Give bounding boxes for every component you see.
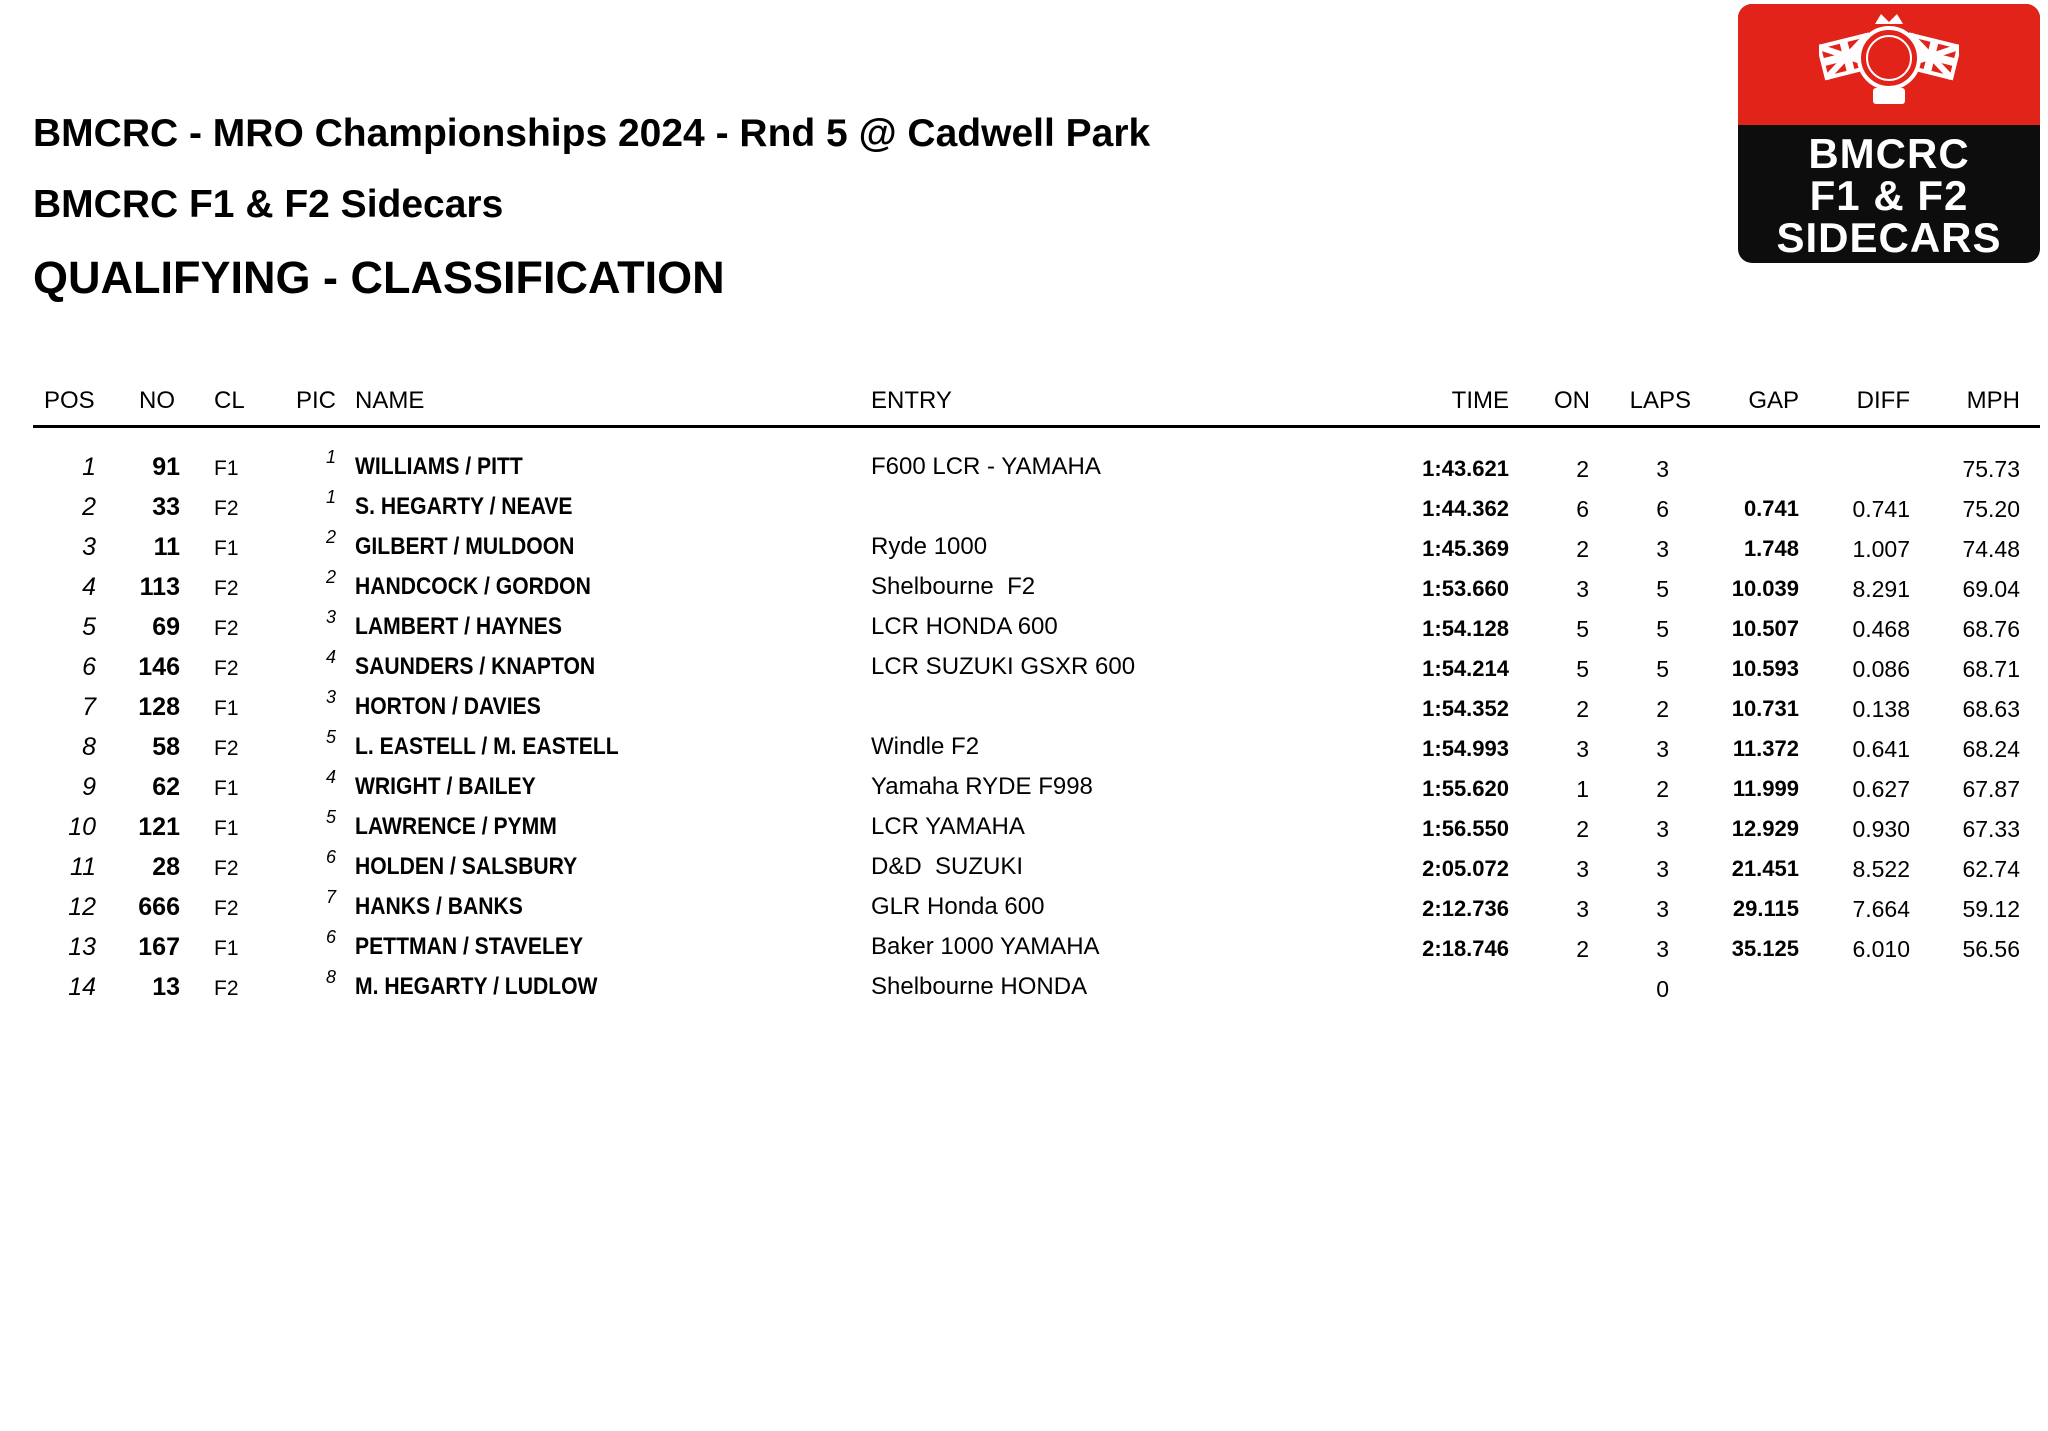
diff-cell: 0.641	[1852, 736, 1910, 762]
cl-cell: F2	[214, 977, 239, 1000]
laps-cell: 5	[1656, 576, 1669, 602]
gap-cell: 29.115	[1732, 896, 1799, 921]
no-cell: 58	[152, 733, 180, 761]
entry-cell: Ryde 1000	[871, 533, 988, 560]
on-cell: 5	[1576, 616, 1589, 642]
header-divider	[33, 425, 2040, 428]
on-cell: 2	[1576, 936, 1589, 962]
on-cell: 3	[1576, 896, 1589, 922]
no-cell: 121	[138, 813, 180, 841]
mph-cell: 67.33	[1962, 816, 2020, 842]
name-cell: L. EASTELL / M. EASTELL	[355, 733, 619, 760]
gap-cell: 21.451	[1731, 856, 1799, 881]
no-cell: 62	[152, 773, 180, 801]
time-cell: 1:55.620	[1422, 776, 1509, 801]
on-cell: 1	[1576, 776, 1589, 802]
diff-cell: 0.468	[1852, 616, 1910, 642]
pos-cell: 12	[68, 893, 96, 921]
col-header-name: NAME	[355, 387, 425, 414]
mph-cell: 67.87	[1962, 776, 2020, 802]
logo-text-line1: BMCRC	[1808, 130, 1970, 177]
diff-cell: 8.522	[1852, 856, 1910, 882]
laps-cell: 5	[1656, 656, 1669, 682]
pos-cell: 4	[82, 573, 96, 601]
col-header-pos: POS	[44, 387, 95, 414]
col-header-mph: MPH	[1966, 387, 2020, 414]
entry-cell: Shelbourne F2	[871, 573, 1036, 600]
gap-cell: 35.125	[1731, 936, 1799, 961]
cl-cell: F2	[214, 577, 239, 600]
mph-cell: 59.12	[1962, 896, 2020, 922]
table-row	[0, 685, 2048, 725]
time-cell: 1:44.362	[1422, 496, 1509, 521]
laps-cell: 2	[1656, 776, 1669, 802]
pos-cell: 11	[70, 853, 96, 881]
table-row	[0, 885, 2048, 925]
cl-cell: F2	[214, 617, 239, 640]
entry-cell: Shelbourne HONDA	[871, 973, 1088, 1000]
time-cell: 1:45.369	[1422, 536, 1509, 561]
laps-cell: 3	[1656, 536, 1669, 562]
col-header-time: TIME	[1451, 387, 1509, 414]
name-cell: HORTON / DAVIES	[355, 693, 541, 720]
name-cell: HOLDEN / SALSBURY	[355, 853, 578, 880]
diff-cell: 0.741	[1852, 496, 1910, 522]
name-cell: LAWRENCE / PYMM	[355, 813, 557, 840]
mph-cell: 62.74	[1962, 856, 2020, 882]
session-title: QUALIFYING - CLASSIFICATION	[33, 252, 725, 303]
entry-cell: LCR SUZUKI GSXR 600	[871, 653, 1136, 680]
on-cell: 3	[1576, 856, 1589, 882]
entry-cell: GLR Honda 600	[871, 893, 1045, 920]
name-cell: S. HEGARTY / NEAVE	[355, 493, 573, 520]
mph-cell: 68.63	[1962, 696, 2020, 722]
no-cell: 167	[138, 933, 180, 961]
gap-cell: 10.593	[1731, 656, 1799, 681]
laps-cell: 3	[1656, 456, 1669, 482]
table-row	[0, 445, 2048, 485]
entry-cell: F600 LCR - YAMAHA	[871, 453, 1101, 480]
no-cell: 146	[138, 653, 180, 681]
laps-cell: 3	[1656, 896, 1669, 922]
pos-cell: 8	[82, 733, 96, 761]
gap-cell: 0.741	[1743, 496, 1799, 521]
pic-cell: 5	[325, 727, 336, 747]
col-header-pic: PIC	[296, 387, 337, 414]
entry-cell: Windle F2	[871, 733, 980, 760]
pos-cell: 13	[68, 933, 96, 961]
no-cell: 69	[152, 613, 180, 641]
time-cell: 2:18.746	[1422, 936, 1509, 961]
diff-cell: 7.664	[1852, 896, 1910, 922]
laps-cell: 5	[1656, 616, 1669, 642]
cl-cell: F1	[214, 537, 239, 560]
diff-cell: 1.007	[1852, 536, 1910, 562]
no-cell: 666	[138, 893, 180, 921]
time-cell: 2:12.736	[1422, 896, 1509, 921]
cl-cell: F2	[214, 497, 239, 520]
gap-cell: 10.507	[1731, 616, 1799, 641]
on-cell: 2	[1576, 816, 1589, 842]
laps-cell: 2	[1656, 696, 1669, 722]
diff-cell: 0.930	[1852, 816, 1910, 842]
cl-cell: F1	[214, 777, 239, 800]
name-cell: SAUNDERS / KNAPTON	[355, 653, 596, 680]
mph-cell: 68.76	[1962, 616, 2020, 642]
time-cell: 1:54.128	[1422, 616, 1509, 641]
pic-cell: 7	[325, 887, 336, 907]
on-cell: 2	[1576, 696, 1589, 722]
on-cell: 3	[1576, 576, 1589, 602]
laps-cell: 6	[1656, 496, 1669, 522]
table-row	[0, 525, 2048, 565]
mph-cell: 75.20	[1962, 496, 2020, 522]
time-cell: 1:54.352	[1422, 696, 1509, 721]
col-header-laps: LAPS	[1629, 387, 1691, 414]
gap-cell: 12.929	[1731, 816, 1799, 841]
pic-cell: 8	[325, 967, 336, 987]
event-title: BMCRC - MRO Championships 2024 - Rnd 5 @ Cadwell Park	[33, 112, 1151, 155]
diff-cell: 0.138	[1852, 696, 1910, 722]
laps-cell: 3	[1656, 936, 1669, 962]
col-header-gap: GAP	[1748, 387, 1799, 414]
on-cell: 2	[1576, 456, 1589, 482]
laps-cell: 3	[1656, 856, 1669, 882]
entry-cell: Yamaha RYDE F998	[871, 773, 1093, 800]
table-row	[0, 845, 2048, 885]
pos-cell: 1	[82, 453, 96, 481]
pic-cell: 4	[325, 647, 336, 667]
pos-cell: 6	[82, 653, 96, 681]
time-cell: 1:53.660	[1422, 576, 1509, 601]
table-row	[0, 925, 2048, 965]
mph-cell: 68.71	[1962, 656, 2020, 682]
cl-cell: F2	[214, 657, 239, 680]
table-row	[0, 605, 2048, 645]
no-cell: 128	[138, 693, 180, 721]
cl-cell: F2	[214, 857, 239, 880]
pic-cell: 2	[325, 527, 336, 547]
pos-cell: 3	[82, 533, 96, 561]
gap-cell: 1.748	[1743, 536, 1799, 561]
pos-cell: 9	[82, 773, 96, 801]
time-cell: 1:54.993	[1422, 736, 1509, 761]
entry-cell: Baker 1000 YAMAHA	[871, 933, 1100, 960]
cl-cell: F2	[214, 737, 239, 760]
cl-cell: F1	[214, 697, 239, 720]
on-cell: 6	[1576, 496, 1589, 522]
table-row	[0, 485, 2048, 525]
pos-cell: 7	[82, 693, 96, 721]
on-cell: 2	[1576, 536, 1589, 562]
pic-cell: 6	[325, 927, 336, 947]
name-cell: M. HEGARTY / LUDLOW	[355, 973, 598, 1000]
mph-cell: 74.48	[1962, 536, 2020, 562]
no-cell: 91	[152, 453, 180, 481]
diff-cell: 6.010	[1852, 936, 1910, 962]
col-header-on: ON	[1554, 387, 1590, 414]
diff-cell: 8.291	[1852, 576, 1910, 602]
name-cell: LAMBERT / HAYNES	[355, 613, 562, 640]
name-cell: GILBERT / MULDOON	[355, 533, 575, 560]
cl-cell: F2	[214, 897, 239, 920]
table-row	[0, 965, 2048, 1005]
time-cell: 1:43.621	[1422, 456, 1509, 481]
mph-cell: 69.04	[1962, 576, 2020, 602]
entry-cell: D&D SUZUKI	[871, 853, 1024, 880]
name-cell: HANKS / BANKS	[355, 893, 523, 920]
name-cell: HANDCOCK / GORDON	[355, 573, 591, 600]
entry-cell: LCR HONDA 600	[871, 613, 1058, 640]
laps-cell: 3	[1656, 736, 1669, 762]
entry-cell: LCR YAMAHA	[871, 813, 1025, 840]
pos-cell: 5	[82, 613, 96, 641]
pos-cell: 2	[82, 493, 96, 521]
table-row	[0, 805, 2048, 845]
mph-cell: 68.24	[1962, 736, 2020, 762]
col-header-no: NO	[139, 387, 175, 414]
class-title: BMCRC F1 & F2 Sidecars	[33, 183, 504, 226]
cl-cell: F1	[214, 457, 239, 480]
pic-cell: 1	[325, 447, 336, 467]
cl-cell: F1	[214, 817, 239, 840]
gap-cell: 11.372	[1732, 736, 1799, 761]
gap-cell: 10.039	[1731, 576, 1799, 601]
no-cell: 33	[152, 493, 180, 521]
pic-cell: 3	[325, 607, 336, 627]
laps-cell: 3	[1656, 816, 1669, 842]
no-cell: 28	[152, 853, 180, 881]
bmcrc-sidecars-logo	[1738, 4, 2040, 263]
no-cell: 11	[153, 533, 180, 561]
pic-cell: 4	[325, 767, 336, 787]
logo-text-line3: SIDECARS	[1776, 214, 2002, 261]
time-cell: 1:54.214	[1422, 656, 1509, 681]
col-header-diff: DIFF	[1856, 387, 1910, 414]
time-cell: 1:56.550	[1422, 816, 1509, 841]
time-cell: 2:05.072	[1422, 856, 1509, 881]
name-cell: WILLIAMS / PITT	[355, 453, 523, 480]
pos-cell: 10	[68, 813, 96, 841]
laps-cell: 0	[1656, 976, 1669, 1002]
pic-cell: 3	[325, 687, 336, 707]
gap-cell: 11.999	[1732, 776, 1799, 801]
pic-cell: 5	[325, 807, 336, 827]
pic-cell: 6	[325, 847, 336, 867]
union-flag-emblem-icon	[1819, 10, 1959, 118]
table-row	[0, 725, 2048, 765]
cl-cell: F1	[214, 937, 239, 960]
gap-cell: 10.731	[1731, 696, 1799, 721]
no-cell: 113	[139, 573, 180, 601]
table-row	[0, 565, 2048, 605]
diff-cell: 0.086	[1852, 656, 1910, 682]
pic-cell: 2	[325, 567, 336, 587]
mph-cell: 75.73	[1962, 456, 2020, 482]
logo-text-line2: F1 & F2	[1809, 172, 1969, 219]
on-cell: 5	[1576, 656, 1589, 682]
name-cell: PETTMAN / STAVELEY	[355, 933, 584, 960]
col-header-cl: CL	[214, 387, 245, 414]
on-cell: 3	[1576, 736, 1589, 762]
col-header-entry: ENTRY	[871, 387, 952, 414]
mph-cell: 56.56	[1962, 936, 2020, 962]
diff-cell: 0.627	[1852, 776, 1910, 802]
no-cell: 13	[152, 973, 180, 1001]
pic-cell: 1	[325, 487, 336, 507]
table-row	[0, 765, 2048, 805]
pos-cell: 14	[68, 973, 96, 1001]
name-cell: WRIGHT / BAILEY	[355, 773, 536, 800]
table-row	[0, 645, 2048, 685]
